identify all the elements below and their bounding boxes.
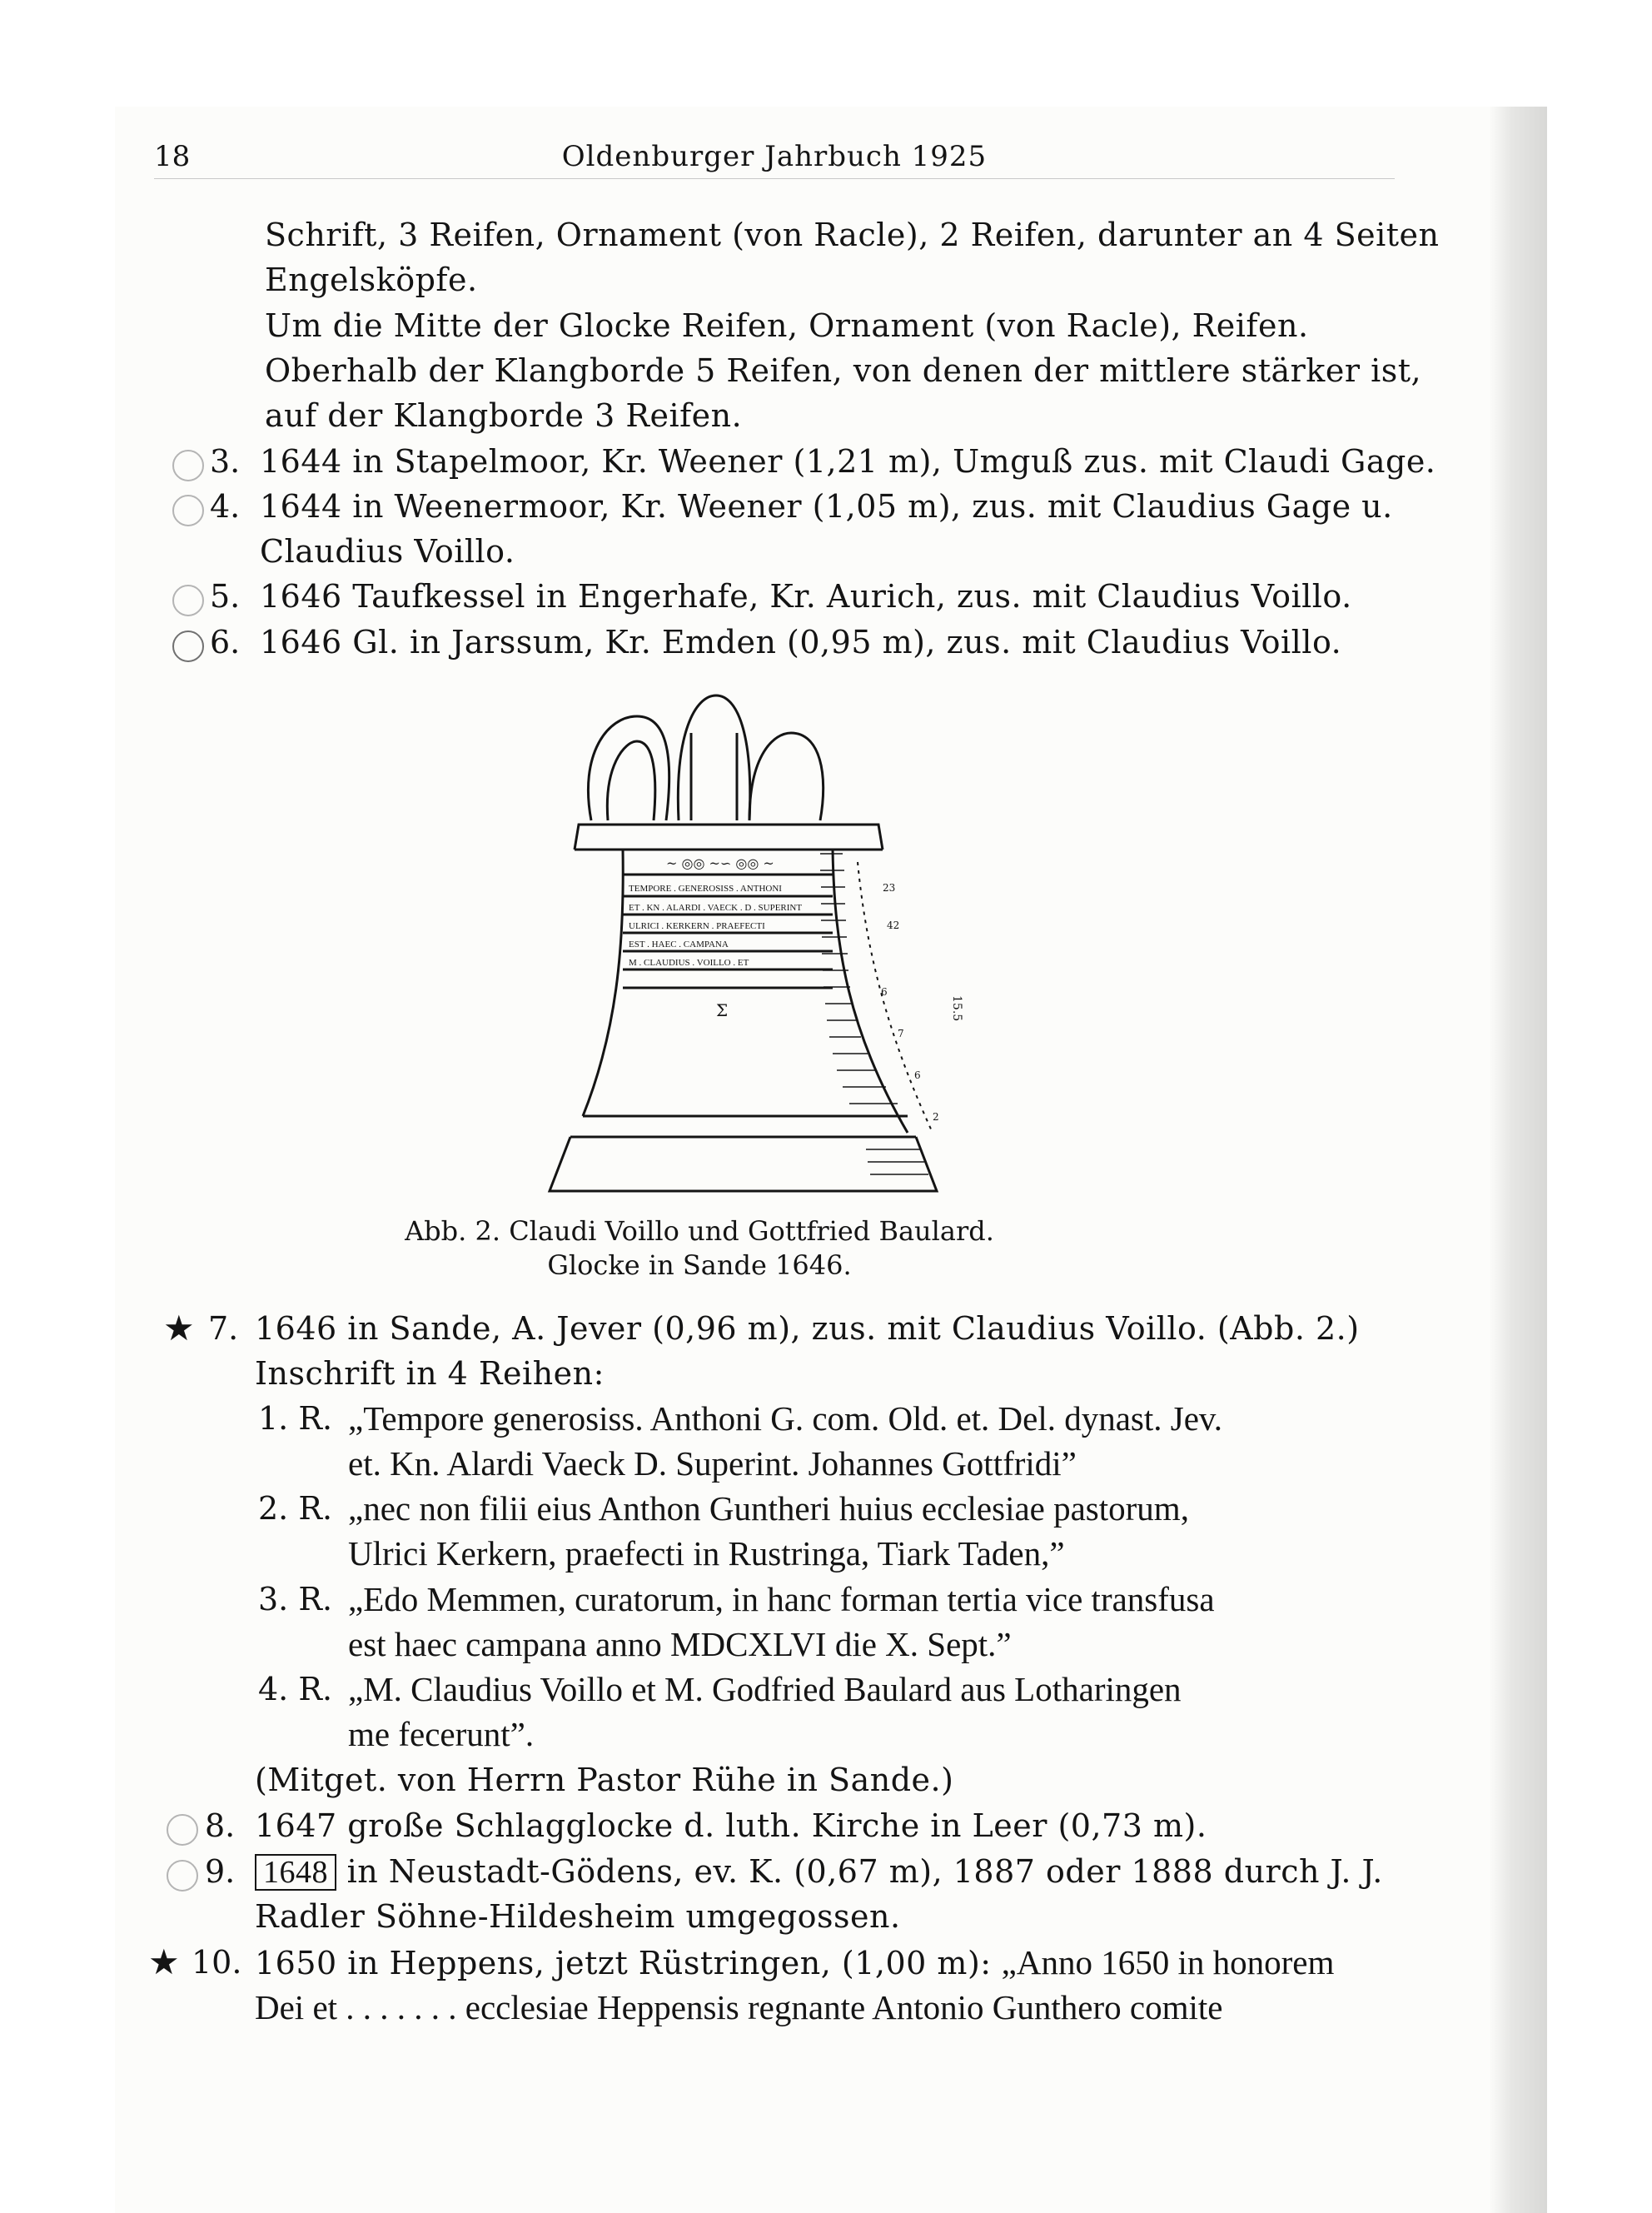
entry-text-line — [255, 1849, 1383, 1894]
crown-loop-inner — [607, 741, 654, 820]
open-circle-icon — [172, 450, 204, 481]
entry-number: 9. — [205, 1853, 236, 1890]
crown-loop-right — [749, 733, 824, 820]
bell-inscription-row: ULRICI . KERKERN . PRAEFECTI — [629, 921, 765, 931]
inscription-line: „Tempore generosiss. Anthoni G. com. Old. et. Del. dynast. Jev. — [348, 1399, 1223, 1438]
inscription-line: et. Kn. Alardi Vaeck D. Superint. Johannes Gottfridi” — [348, 1444, 1077, 1483]
bell-inscription-row: ET . KN . ALARDI . VAECK . D . SUPERINT — [629, 903, 803, 913]
figure-caption: Glocke in Sande 1646. — [547, 1249, 852, 1281]
body-line: auf der Klangborde 3 Reifen. — [265, 397, 743, 434]
running-head — [154, 140, 1395, 179]
measure-label: 6 — [881, 986, 888, 998]
boxed-year: 1648 — [255, 1854, 336, 1891]
entry-number: 6. — [210, 624, 241, 660]
measure-label: 7 — [898, 1028, 904, 1039]
crown-loop-left — [588, 716, 669, 820]
measure-label: 6 — [914, 1069, 921, 1081]
inscription-start: „Anno 1650 in honorem — [1001, 1943, 1335, 1981]
measure-label: 2 — [933, 1111, 939, 1123]
page-number: 18 — [154, 140, 191, 173]
bell-shoulder — [575, 825, 883, 850]
bell-lip — [550, 1137, 937, 1191]
measure-label: 23 — [883, 882, 896, 894]
body-line: Schrift, 3 Reifen, Ornament (von Racle), 2 Reifen, darunter an 4 Seiten — [265, 217, 1440, 253]
inscription-line: Dei et . . . . . . . ecclesiae Heppensis regnante Antonio Gunthero comite — [255, 1988, 1223, 2026]
entry-text-cont: Claudius Voillo. — [260, 533, 515, 570]
entry-number: 5. — [210, 578, 241, 615]
open-circle-icon — [172, 585, 204, 616]
row-label: 3. R. — [258, 1581, 333, 1617]
open-circle-icon — [167, 1860, 198, 1892]
inscription-line: est haec campana anno MDCXLVI die X. Sept.” — [348, 1625, 1012, 1663]
inscription-line: „Edo Memmen, curatorum, in hanc forman tertia vice transfusa — [348, 1580, 1215, 1618]
entry-number: 3. — [210, 443, 241, 480]
bell-inscription-row: TEMPORE . GENEROSISS . ANTHONI — [629, 884, 782, 894]
entry-text: 1646 in Sande, A. Jever (0,96 m), zus. mit Claudius Voillo. (Abb. 2.) — [255, 1310, 1360, 1347]
entry-text: 1650 in Heppens, jetzt Rüstringen, (1,00 m): — [255, 1945, 992, 1981]
entry-text: in Neustadt-Gödens, ev. K. (0,67 m), 1887 oder 1888 durch J. J. — [346, 1853, 1383, 1890]
figure-caption: Abb. 2. Claudi Voillo und Gottfried Baulard. — [405, 1215, 994, 1247]
entry-text-cont: Radler Söhne-Hildesheim umgegossen. — [255, 1898, 901, 1935]
body-line: Oberhalb der Klangborde 5 Reifen, von denen der mittlere stärker ist, — [265, 352, 1422, 389]
open-circle-icon — [167, 1814, 198, 1846]
entry-text: 1646 Gl. in Jarssum, Kr. Emden (0,95 m), zus. mit Claudius Voillo. — [260, 624, 1342, 660]
entry-number: 4. — [210, 488, 241, 525]
svg-text:Σ: Σ — [716, 1000, 729, 1020]
bell-inscription-row: EST . HAEC . CAMPANA — [629, 940, 729, 949]
bell-inscription-row: M . CLAUDIUS . VOILLO . ET — [629, 958, 749, 968]
inscription-intro: Inschrift in 4 Reihen: — [255, 1355, 605, 1392]
star-icon: ★ — [148, 1941, 180, 1982]
measure-label: 15.5 — [950, 995, 963, 1022]
crown-loop-center — [678, 695, 749, 820]
open-circle-icon — [172, 495, 204, 526]
measure-line — [858, 862, 933, 1133]
open-circle-icon — [172, 631, 204, 662]
body-line: Um die Mitte der Glocke Reifen, Ornament (von Racle), Reifen. — [265, 307, 1309, 344]
row-label: 2. R. — [258, 1490, 333, 1527]
svg-text:~ ◎◎ ~∽ ◎◎ ~: ~ ◎◎ ~∽ ◎◎ ~ — [666, 855, 774, 871]
bell-illustration — [500, 683, 1032, 1208]
inscription-line: „nec non filii eius Anthon Guntheri huius ecclesiae pastorum, — [348, 1489, 1189, 1528]
bell-body-right — [833, 850, 908, 1133]
entry-text: 1644 in Weenermoor, Kr. Weener (1,05 m), zus. mit Claudius Gage u. — [260, 488, 1393, 525]
bell-body-left — [583, 850, 623, 1116]
journal-title: Oldenburger Jahrbuch 1925 — [561, 140, 988, 173]
star-icon: ★ — [163, 1308, 195, 1348]
row-label: 1. R. — [258, 1400, 333, 1437]
entry-number: 7. — [208, 1310, 239, 1347]
source-note: (Mitget. von Herrn Pastor Rühe in Sande.) — [255, 1762, 954, 1798]
entry-text-line — [255, 1940, 1334, 1986]
inscription-line: Ulrici Kerkern, praefecti in Rustringa, Tiark Taden,” — [348, 1534, 1065, 1573]
entry-text: 1647 große Schlagglocke d. luth. Kirche in Leer (0,73 m). — [255, 1807, 1207, 1844]
page-edge-shadow — [1489, 107, 1547, 2213]
entry-text: 1644 in Stapelmoor, Kr. Weener (1,21 m), Umguß zus. mit Claudi Gage. — [260, 443, 1436, 480]
entry-number: 10. — [192, 1944, 242, 1981]
entry-number: 8. — [205, 1807, 236, 1844]
inscription-line: „M. Claudius Voillo et M. Godfried Baulard aus Lotharingen — [348, 1670, 1182, 1708]
measure-label: 42 — [887, 920, 900, 931]
entry-text: 1646 Taufkessel in Engerhafe, Kr. Aurich, zus. mit Claudius Voillo. — [260, 578, 1352, 615]
row-label: 4. R. — [258, 1671, 333, 1707]
inscription-line: me fecerunt”. — [348, 1715, 535, 1753]
body-line: Engelsköpfe. — [265, 262, 478, 298]
